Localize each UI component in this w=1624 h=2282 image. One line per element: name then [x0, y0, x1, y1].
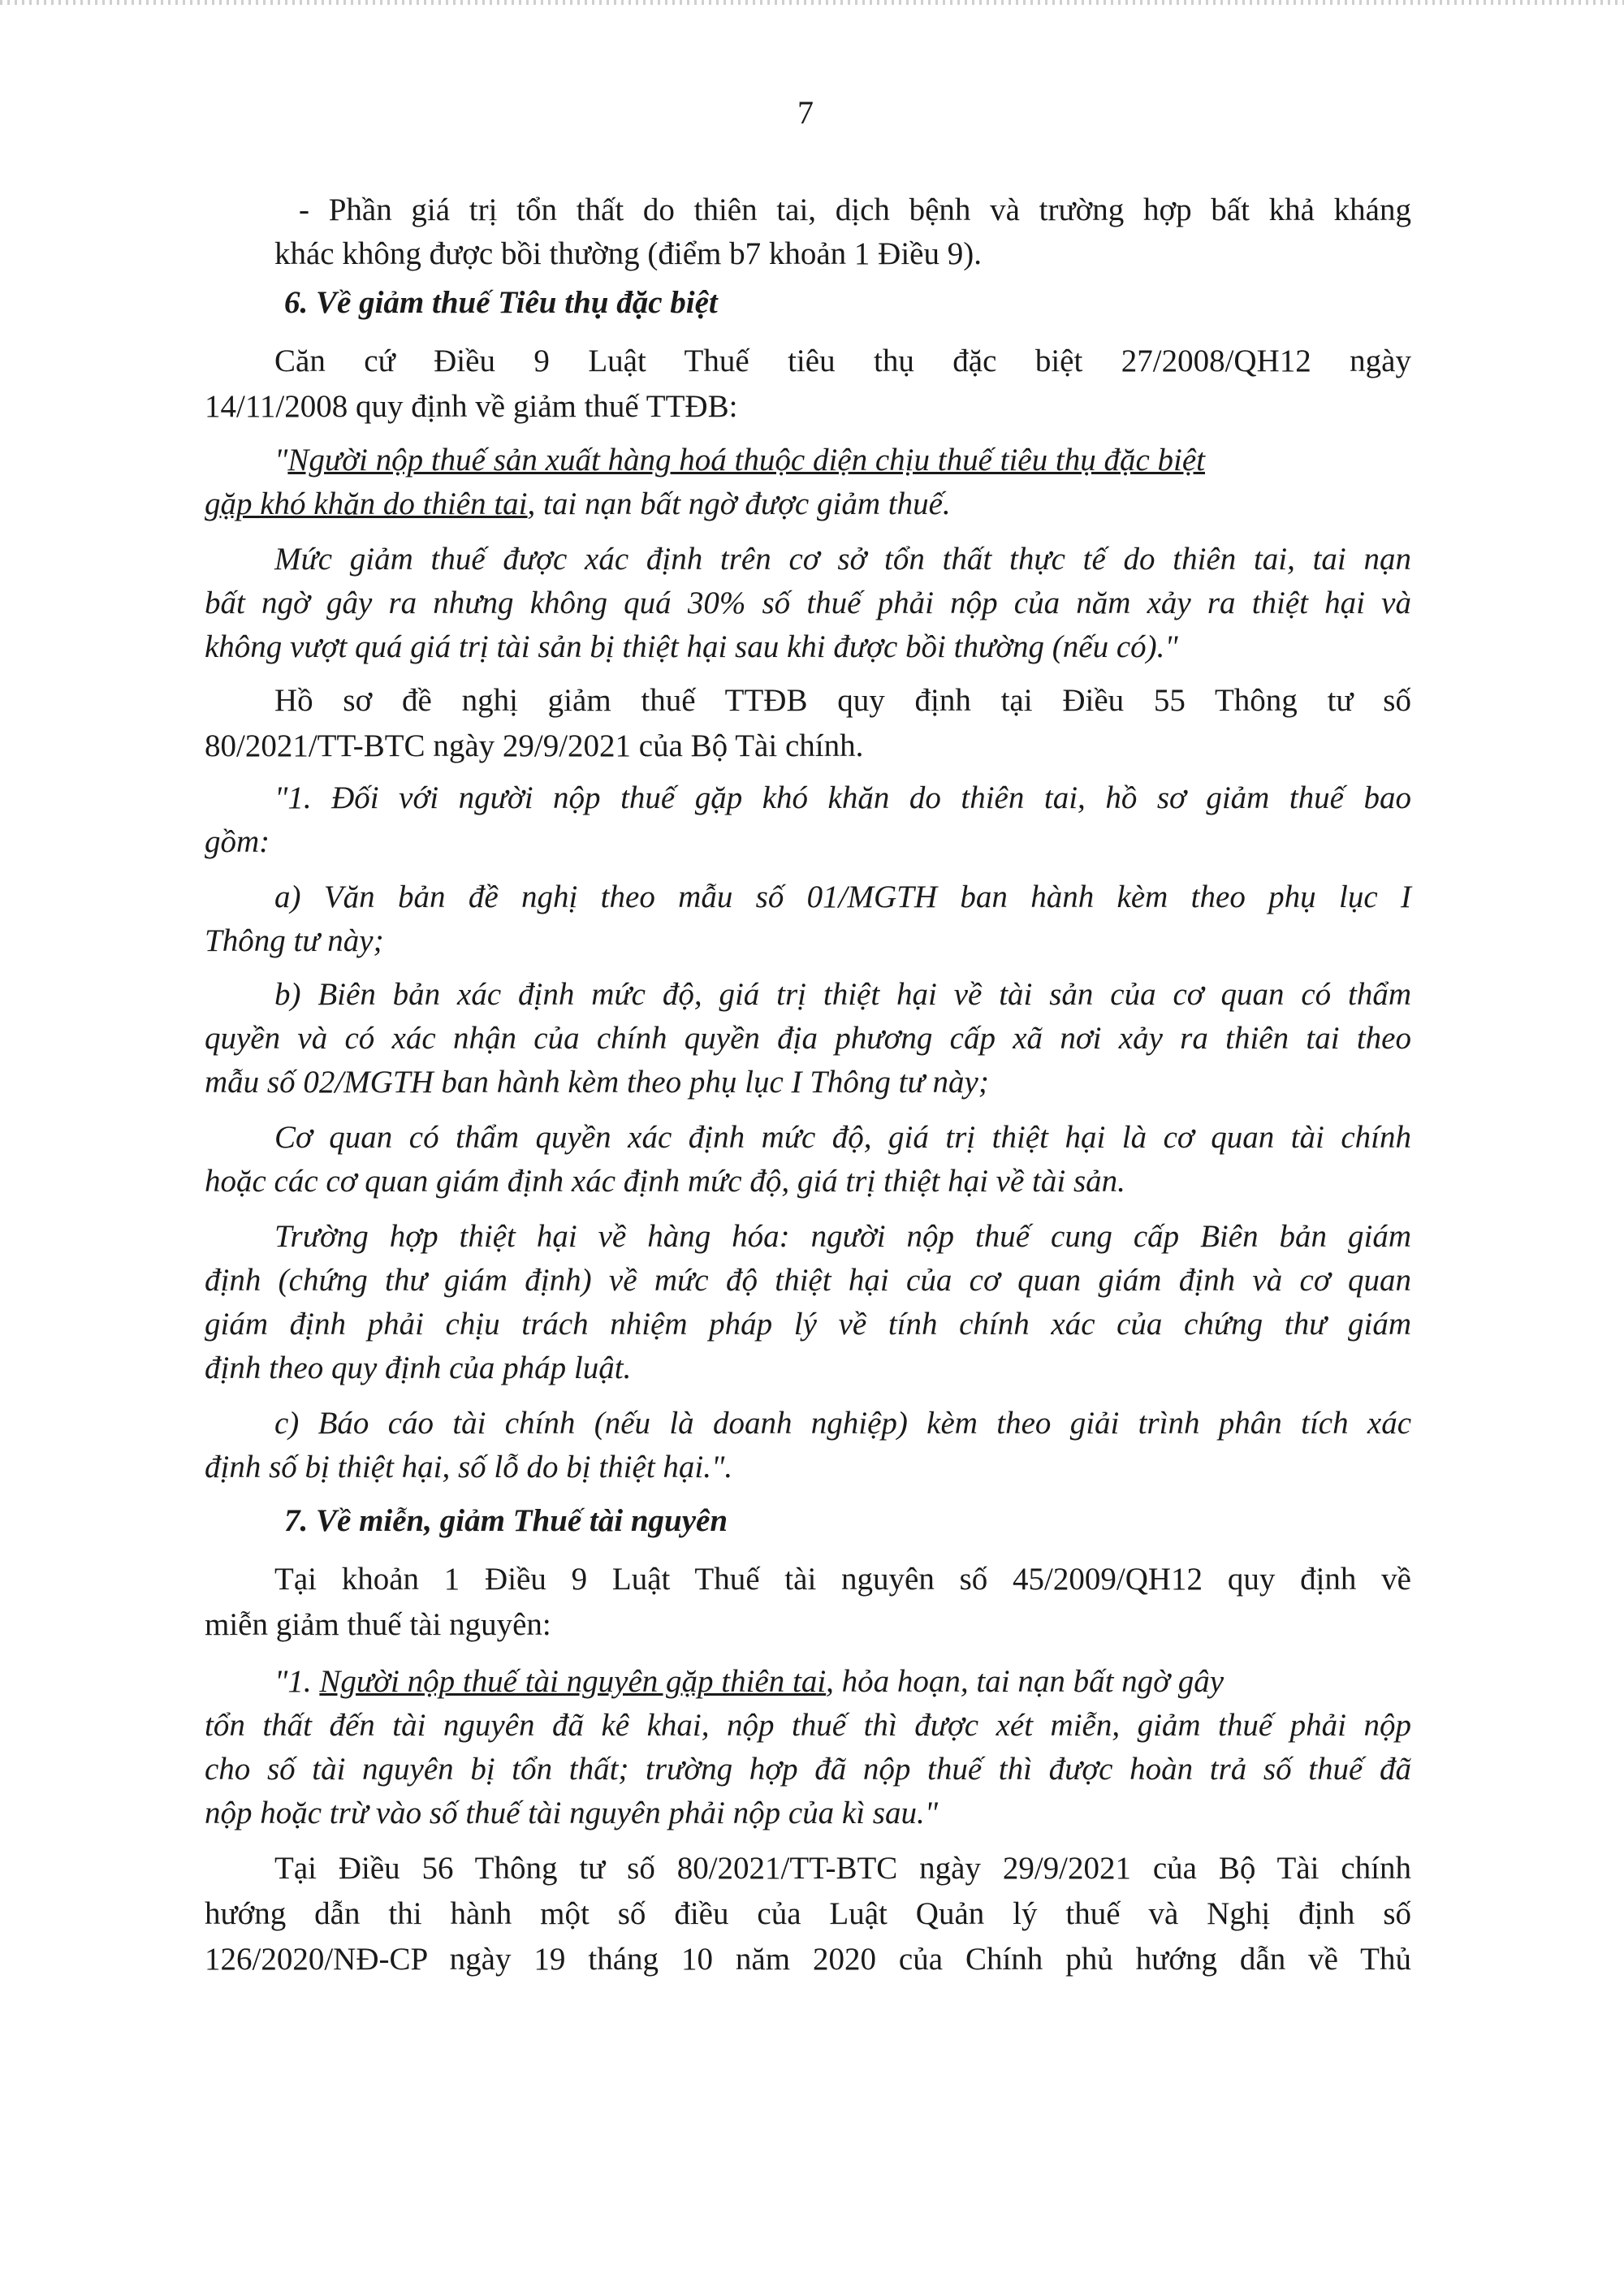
text-line: - Phần giá trị tổn thất do thiên tai, dịch bệnh và trường hợp bất khả kháng	[299, 192, 1411, 227]
quote-line: hoặc các cơ quan giám định xác định mức độ, giá trị thiệt hại về tài sản.	[205, 1164, 1125, 1199]
quote-line: định số bị thiệt hại, số lỗ do bị thiệt hại.".	[205, 1450, 733, 1485]
text-line: Tại Điều 56 Thông tư số 80/2021/TT-BTC ngày 29/9/2021 của Bộ Tài chính	[274, 1851, 1411, 1886]
quote-line: tổn thất đến tài nguyên đã kê khai, nộp thuế thì được xét miễn, giảm thuế phải nộp	[205, 1708, 1411, 1743]
quote-text: , hỏa hoạn, tai nạn bất ngờ gây	[826, 1664, 1224, 1699]
quote-line: mẫu số 02/MGTH ban hành kèm theo phụ lục I Thông tư này;	[205, 1065, 989, 1100]
text-line: Hồ sơ đề nghị giảm thuế TTĐB quy định tại Điều 55 Thông tư số	[274, 683, 1411, 718]
quote-line	[205, 482, 1411, 526]
text-line: 14/11/2008 quy định về giảm thuế TTĐB:	[205, 389, 738, 424]
underlined-text: Người nộp thuế tài nguyên gặp thiên tai	[319, 1664, 827, 1699]
quote-line	[274, 439, 1411, 482]
text-line: miễn giảm thuế tài nguyên:	[205, 1607, 551, 1642]
text-line: 126/2020/NĐ-CP ngày 19 tháng 10 năm 2020 của Chính phủ hướng dẫn về Thủ	[205, 1942, 1411, 1977]
quote-text: "1.	[274, 1664, 320, 1699]
quote-line: nộp hoặc trừ vào số thuế tài nguyên phải nộp của kì sau."	[205, 1796, 939, 1830]
text-line: khác không được bồi thường (điểm b7 khoản 1 Điều 9).	[274, 236, 982, 271]
quote-line: gồm:	[205, 824, 270, 859]
quote-line: không vượt quá giá trị tài sản bị thiệt hại sau khi được bồi thường (nếu có)."	[205, 629, 1178, 664]
page-number: 7	[797, 94, 814, 131]
text-line: Căn cứ Điều 9 Luật Thuế tiêu thụ đặc biệt 27/2008/QH12 ngày	[274, 344, 1411, 378]
quote-line: quyền và có xác nhận của chính quyền địa phương cấp xã nơi xảy ra thiên tai theo	[205, 1021, 1411, 1056]
quote-line: Thông tư này;	[205, 923, 384, 958]
text-line: hướng dẫn thi hành một số điều của Luật Quản lý thuế và Nghị định số	[205, 1896, 1411, 1931]
quote-line: c) Báo cáo tài chính (nếu là doanh nghiệp) kèm theo giải trình phân tích xác	[274, 1406, 1411, 1441]
quote-line: định theo quy định của pháp luật.	[205, 1351, 632, 1385]
section-heading-6: 6. Về giảm thuế Tiêu thụ đặc biệt	[284, 285, 718, 320]
text-line: Tại khoản 1 Điều 9 Luật Thuế tài nguyên số 45/2009/QH12 quy định về	[274, 1562, 1411, 1597]
scan-edge	[0, 0, 1624, 5]
quote-line: giám định phải chịu trách nhiệm pháp lý về tính chính xác của chứng thư giám	[205, 1307, 1411, 1342]
quote-line: Cơ quan có thẩm quyền xác định mức độ, giá trị thiệt hại là cơ quan tài chính	[274, 1120, 1411, 1155]
underlined-text: gặp khó khăn do thiên tai	[205, 486, 528, 521]
quote-line: b) Biên bản xác định mức độ, giá trị thiệt hại về tài sản của cơ quan có thẩm	[274, 977, 1411, 1012]
text-line: 80/2021/TT-BTC ngày 29/9/2021 của Bộ Tài chính.	[205, 728, 864, 763]
underlined-text: Người nộp thuế sản xuất hàng hoá thuộc diện chịu thuế tiêu thụ đặc biệt	[287, 443, 1205, 478]
quote-line: Trường hợp thiệt hại về hàng hóa: người nộp thuế cung cấp Biên bản giám	[274, 1219, 1411, 1254]
section-heading-7: 7. Về miễn, giảm Thuế tài nguyên	[284, 1503, 728, 1538]
quote-line: Mức giảm thuế được xác định trên cơ sở tổn thất thực tế do thiên tai, tai nạn	[274, 542, 1411, 577]
quote-line: "1. Đối với người nộp thuế gặp khó khăn do thiên tai, hồ sơ giảm thuế bao	[274, 780, 1411, 815]
quote-line: cho số tài nguyên bị tổn thất; trường hợp đã nộp thuế thì được hoàn trả số thuế đã	[205, 1752, 1411, 1787]
quote-line: a) Văn bản đề nghị theo mẫu số 01/MGTH ban hành kèm theo phụ lục I	[274, 880, 1411, 914]
quote-line: định (chứng thư giám định) về mức độ thiệt hại của cơ quan giám định và cơ quan	[205, 1263, 1411, 1298]
quote-line: bất ngờ gây ra nhưng không quá 30% số thuế phải nộp của năm xảy ra thiệt hại và	[205, 586, 1411, 620]
quote-line	[274, 1660, 1411, 1704]
quote-text: , tai nạn bất ngờ được giảm thuế.	[527, 486, 951, 521]
quote-mark: "	[274, 443, 288, 478]
